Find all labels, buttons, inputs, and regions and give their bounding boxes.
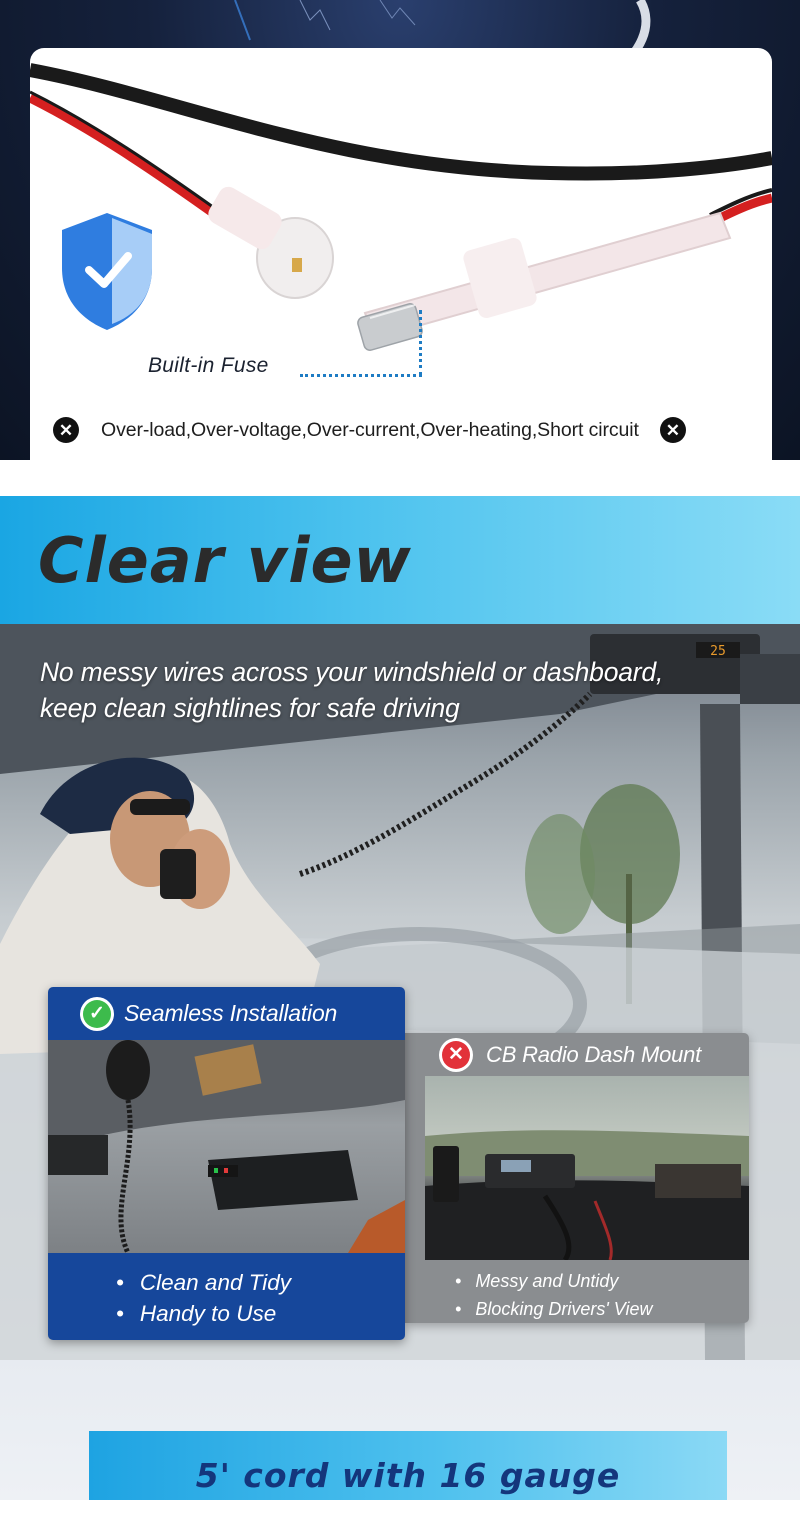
list-item: • Clean and Tidy bbox=[116, 1267, 291, 1298]
card-title: CB Radio Dash Mount bbox=[486, 1041, 702, 1067]
fuse-pointer-vertical bbox=[419, 310, 422, 376]
fault-protection-row bbox=[30, 413, 772, 447]
benefit-list bbox=[116, 1267, 291, 1329]
x-icon: ✕ bbox=[439, 1038, 473, 1072]
caption-line-2: keep clean sightlines for safe driving bbox=[40, 693, 460, 723]
caption-line-1: No messy wires across your windshield or dashboard, bbox=[40, 657, 664, 687]
cord-banner bbox=[89, 1431, 727, 1500]
dash-clutter-photo bbox=[425, 1076, 749, 1260]
cord-title: 5' cord with 16 gauge bbox=[195, 1456, 621, 1495]
fault-list: Over-load,Over-voltage,Over-current,Over-heating,Short circuit bbox=[101, 418, 639, 441]
list-item: • Blocking Drivers' View bbox=[455, 1295, 652, 1323]
overhead-mount-photo bbox=[48, 1040, 405, 1253]
seamless-installation-card bbox=[48, 987, 405, 1340]
fuse-card bbox=[30, 48, 772, 460]
card-title: Seamless Installation bbox=[124, 1000, 338, 1026]
fuse-label: Built-in Fuse bbox=[148, 354, 269, 377]
photo-caption bbox=[40, 654, 663, 726]
fuse-section bbox=[0, 0, 800, 460]
radio-display: 25 bbox=[710, 644, 726, 659]
list-item: • Messy and Untidy bbox=[455, 1267, 652, 1295]
drawback-list bbox=[455, 1267, 652, 1323]
fuse-pointer-line bbox=[300, 374, 422, 377]
card-header bbox=[48, 987, 405, 1040]
truck-cab-photo bbox=[0, 624, 800, 1360]
shield-check-icon bbox=[52, 208, 162, 338]
close-icon: ✕ bbox=[53, 417, 79, 443]
close-icon: ✕ bbox=[660, 417, 686, 443]
dash-mount-card bbox=[405, 1033, 749, 1323]
check-icon: ✓ bbox=[80, 997, 114, 1031]
card-header bbox=[405, 1033, 749, 1076]
list-item: • Handy to Use bbox=[116, 1298, 291, 1329]
clear-view-banner bbox=[0, 496, 800, 624]
cord-section bbox=[0, 1360, 800, 1500]
section-title: Clear view bbox=[38, 524, 412, 597]
